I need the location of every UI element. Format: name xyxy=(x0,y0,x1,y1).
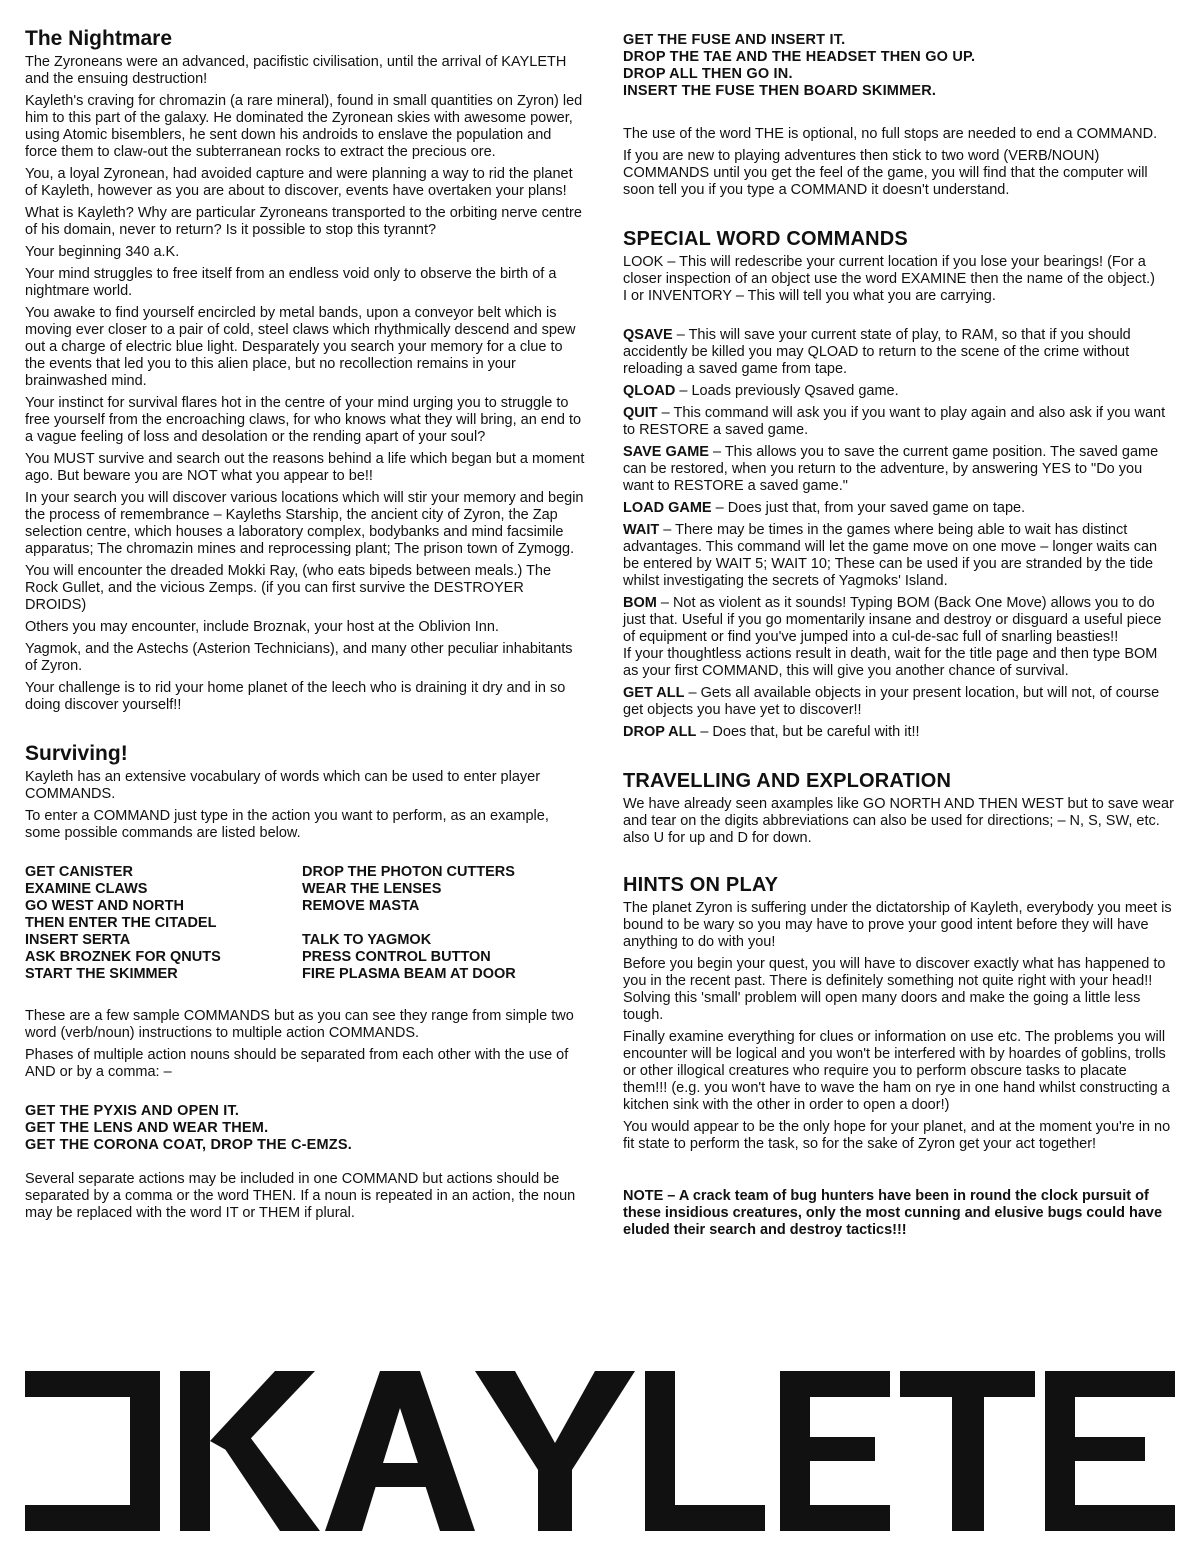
command-text: – Does just that, from your saved game on tape. xyxy=(711,500,1026,516)
command-keyword: QLOAD xyxy=(623,383,676,399)
command-description xyxy=(623,724,1175,741)
paragraph: Kayleth's craving for chromazin (a rare mineral), found in small quantities on Zyron) led him to this part of the galaxy. He dominated the Zyronean skies with awesome power, using Atomic bisemblers, he sent down his androids to enslave the population and force them to claw-out the subterranean rocks to extract the precious ore. xyxy=(25,93,583,160)
command-text: – Does that, but be careful with it!! xyxy=(696,724,920,740)
command-item: REMOVE MASTA xyxy=(302,898,420,914)
command-text: – Gets all available objects in your present location, but will not, of course get objects you have yet to discover!! xyxy=(623,685,1160,718)
command-keyword: GET ALL xyxy=(623,685,685,701)
command-item: GET CANISTER xyxy=(25,864,133,880)
command-item: GO WEST AND NORTH xyxy=(25,898,184,914)
paragraph: In your search you will discover various locations which will stir your memory and begin the process of remembrance – Kayleths Starship, the ancient city of Zyron, the Zap selection centre, which houses a laboratory complex, bodybanks and mind facsimile apparatus; The chromazin mines and reprocessing plant; The prison town of Zymogg. xyxy=(25,490,584,557)
paragraph: Your challenge is to rid your home planet of the leech who is draining it dry and in so doing discover yourself!! xyxy=(25,680,566,713)
command-item: DROP THE PHOTON CUTTERS xyxy=(302,864,515,880)
example-command: GET THE FUSE AND INSERT IT. xyxy=(623,32,846,48)
paragraph: The planet Zyron is suffering under the dictatorship of Kayleth, everybody you meet is bound to be wary so you may have to prove your good intent before they will have anything to do with you! xyxy=(623,900,1172,950)
paragraph: To enter a COMMAND just type in the action you want to perform, as an example, some possible commands are listed below. xyxy=(25,808,549,841)
commands-column-a xyxy=(25,864,302,983)
command-description xyxy=(623,327,1175,378)
command-keyword: DROP ALL xyxy=(623,724,697,740)
paragraph: Phases of multiple action nouns should be separated from each other with the use of AND or by a comma: – xyxy=(25,1047,569,1080)
example-command: GET THE CORONA COAT, DROP THE C-EMZS. xyxy=(25,1137,352,1153)
paragraph: Kayleth has an extensive vocabulary of words which can be used to enter player COMMANDS. xyxy=(25,769,541,802)
command-description xyxy=(623,383,1175,400)
paragraph: What is Kayleth? Why are particular Zyroneans transported to the orbiting nerve centre of his domain, never to return? Is it possible to stop this tyrannt? xyxy=(25,205,582,238)
command-item: EXAMINE CLAWS xyxy=(25,881,148,897)
command-description xyxy=(623,444,1175,495)
kayleth-logo xyxy=(25,1363,1175,1538)
paragraph: You awake to find yourself encircled by metal bands, upon a conveyor belt which is moving ever closer to a pair of cold, steel claws which rhythmically descend and spew out a charge of electric blue light. Desparately you search your memory for a clue to the events that led you to this alien place, but no recollection remains in your brainwashed mind. xyxy=(25,305,576,389)
command-text: – Not as violent as it sounds! Typing BOM (Back One Move) allows you to do just that. Useful if you go momentarily insane and destroy or disguard a useful piece of equipment or find you've jumped into a cul-de-sac full of snarling beasties!! xyxy=(623,595,1162,645)
command-item: TALK TO YAGMOK xyxy=(302,932,432,948)
right-column xyxy=(623,32,1175,1244)
bug-note: NOTE – A crack team of bug hunters have been in round the clock pursuit of these insidious creatures, only the most cunning and elusive bugs could have eluded their search and destroy tactics!!! xyxy=(623,1188,1163,1238)
paragraph: Others you may encounter, include Broznak, your host at the Oblivion Inn. xyxy=(25,619,499,635)
sample-commands xyxy=(25,864,585,983)
command-keyword: QSAVE xyxy=(623,327,673,343)
command-text: – This will save your current state of play, to RAM, so that if you should accidently be killed you may QLOAD to return to the scene of the crime without reloading a saved game from tape. xyxy=(623,327,1131,377)
paragraph: Your instinct for survival flares hot in the centre of your mind urging you to struggle to free yourself from the encroaching claws, for who knows what they will bring, an end to a vague feeling of loss and desolation or the rending apart of your soul? xyxy=(25,395,582,445)
command-keyword: LOAD GAME xyxy=(623,500,712,516)
inventory-description: I or INVENTORY – This will tell you what you are carrying. xyxy=(623,288,996,304)
paragraph: Your beginning 340 a.K. xyxy=(25,244,180,260)
kayleth-wordmark xyxy=(25,1363,1175,1538)
paragraph: You will encounter the dreaded Mokki Ray, (who eats bipeds between meals.) The Rock Gullet, and the vicious Zemps. (if you can first survive the DESTROYER DROIDS) xyxy=(25,563,552,613)
nightmare-heading: The Nightmare xyxy=(25,27,173,50)
command-keyword: SAVE GAME xyxy=(623,444,709,460)
command-item: WEAR THE LENSES xyxy=(302,881,442,897)
paragraph: Your mind struggles to free itself from an endless void only to observe the birth of a nightmare world. xyxy=(25,266,557,299)
command-description xyxy=(623,685,1175,719)
command-description xyxy=(623,522,1175,590)
command-item: FIRE PLASMA BEAM AT DOOR xyxy=(302,966,516,982)
command-keyword: WAIT xyxy=(623,522,660,538)
paragraph: You would appear to be the only hope for your planet, and at the moment you're in no fit state to perform the task, so for the sake of Zyron get your act together! xyxy=(623,1119,1171,1152)
surviving-heading: Surviving! xyxy=(25,742,128,765)
example-command: DROP THE TAE AND THE HEADSET THEN GO UP. xyxy=(623,49,976,65)
command-item: THEN ENTER THE CITADEL xyxy=(25,915,217,931)
nightmare-body xyxy=(25,54,585,714)
paragraph: You MUST survive and search out the reasons behind a life which began but a moment ago. But beware you are NOT what you appear to be!! xyxy=(25,451,585,484)
paragraph: If you are new to playing adventures then stick to two word (VERB/NOUN) COMMANDS until you get the feel of the game, you will find that the computer will soon tell you if you type a COMMAND it doesn't understand. xyxy=(623,148,1148,198)
example-command: GET THE PYXIS AND OPEN IT. xyxy=(25,1103,240,1119)
command-keyword: QUIT xyxy=(623,405,658,421)
paragraph: Several separate actions may be included in one COMMAND but actions should be separated by a comma or the word THEN. If a noun is repeated in an action, the noun may be replaced with the word IT or THEM if plural. xyxy=(25,1171,576,1221)
travel-heading: TRAVELLING AND EXPLORATION xyxy=(623,770,952,792)
example-command: DROP ALL THEN GO IN. xyxy=(623,66,793,82)
example-command: GET THE LENS AND WEAR THEM. xyxy=(25,1120,269,1136)
command-keyword: BOM xyxy=(623,595,657,611)
paragraph: The use of the word THE is optional, no full stops are needed to end a COMMAND. xyxy=(623,126,1158,142)
example-command: INSERT THE FUSE THEN BOARD SKIMMER. xyxy=(623,83,937,99)
left-column xyxy=(25,26,585,1227)
command-item: INSERT SERTA xyxy=(25,932,131,948)
command-text: – Loads previously Qsaved game. xyxy=(675,383,899,399)
paragraph: Yagmok, and the Astechs (Asterion Technicians), and many other peculiar inhabitants of Zyron. xyxy=(25,641,573,674)
paragraph: You, a loyal Zyronean, had avoided capture and were planning a way to rid the planet of Kayleth, however as you are about to discover, events have overtaken your plans! xyxy=(25,166,573,199)
bom-note: If your thoughtless actions result in death, wait for the title page and then type BOM as your first COMMAND, this will give you another chance of survival. xyxy=(623,646,1158,679)
commands-column-b xyxy=(302,864,579,983)
hints-heading: HINTS ON PLAY xyxy=(623,874,779,896)
paragraph: Before you begin your quest, you will have to discover exactly what has happened to you in the recent past. There is definitely something not quite right with your head!! Solving this 'small' problem will open many doors and make the going a little less tough. xyxy=(623,956,1166,1023)
paragraph: We have already seen axamples like GO NORTH AND THEN WEST but to save wear and tear on the digits abbreviations can also be used for directions; – N, S, SW, etc. also U for up and D for down. xyxy=(623,796,1174,846)
paragraph: Finally examine everything for clues or information on use etc. The problems you will encounter will be logical and you won't be interfered with by hoardes of goblins, trolls or other illogical creatures who require you to perform obscure tasks to placate them!!! (e.g. you won't have to wave the ham on rye in one hand whilst constructing a kitchen sink with the other in order to open a door!) xyxy=(623,1029,1170,1113)
command-text: – This command will ask you if you want to play again and also ask if you want to RESTORE a saved game. xyxy=(623,405,1166,438)
command-text: – This allows you to save the current game position. The saved game can be restored, when you return to the adventure, by answering YES to "Do you want to RESTORE a saved game." xyxy=(623,444,1159,494)
command-description xyxy=(623,405,1175,439)
paragraph: The Zyroneans were an advanced, pacifistic civilisation, until the arrival of KAYLETH and the ensuing destruction! xyxy=(25,54,567,87)
command-item: START THE SKIMMER xyxy=(25,966,178,982)
command-text: – There may be times in the games where being able to wait has distinct advantages. This command will let the game move on one move – longer waits can be entered by WAIT 5; WAIT 10; These can be used if you are stranded by the tide whilst investigating the secrets of Yagmoks' Island. xyxy=(623,522,1158,589)
special-commands-heading: SPECIAL WORD COMMANDS xyxy=(623,228,908,250)
command-item: PRESS CONTROL BUTTON xyxy=(302,949,491,965)
command-description xyxy=(623,500,1175,517)
command-description xyxy=(623,595,1175,646)
look-description: LOOK – This will redescribe your current location if you lose your bearings! (For a closer inspection of an object use the word EXAMINE then the name of the object.) xyxy=(623,254,1155,287)
command-item: ASK BROZNEK FOR QNUTS xyxy=(25,949,221,965)
paragraph: These are a few sample COMMANDS but as you can see they range from simple two word (verb/noun) instructions to multiple action COMMANDS. xyxy=(25,1008,574,1041)
